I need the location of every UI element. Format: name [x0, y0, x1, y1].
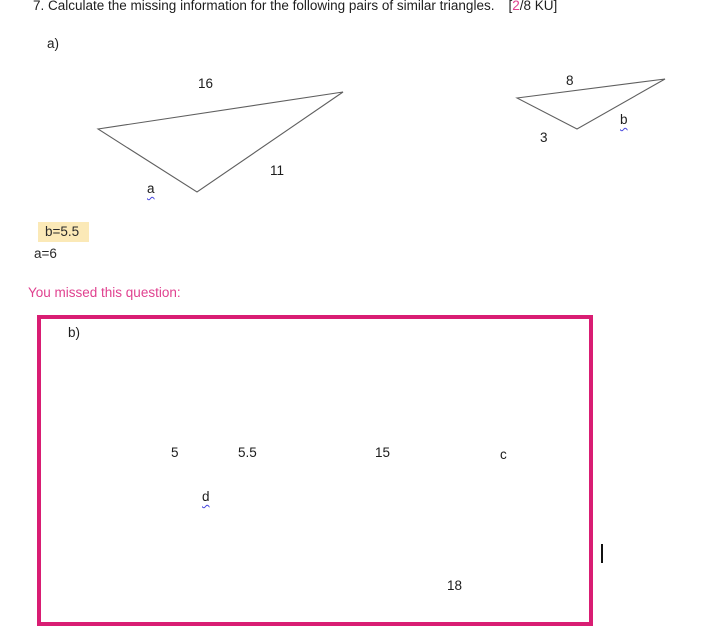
part-a-small-unknown-side-label: b: [620, 112, 628, 127]
score-remainder: /8 KU]: [519, 0, 558, 13]
part-a-large-side-top-label: 16: [198, 76, 214, 91]
score-bracket-open: [: [508, 0, 513, 13]
part-b-large-unknown-side-label: c: [500, 447, 507, 462]
score-badge: [508, 0, 557, 13]
part-a-label: a): [47, 36, 60, 51]
part-a-small-side-bottom-label: 3: [540, 130, 548, 145]
question-title-line: [33, 0, 557, 14]
part-a-large-side-right-label: 11: [270, 163, 285, 178]
answer-a[interactable]: a=6: [34, 246, 57, 261]
part-a-small-triangle: [517, 79, 665, 129]
part-b-large-side-left-label: 15: [375, 445, 391, 460]
missed-question-banner: You missed this question:: [28, 285, 181, 300]
score-earned: 2: [512, 0, 520, 13]
part-b-small-unknown-side-label: d: [202, 489, 210, 504]
answer-b-highlighted[interactable]: b=5.5: [38, 222, 89, 242]
part-a-large-unknown-side-label: a: [147, 181, 155, 196]
part-a-large-triangle: [98, 92, 343, 192]
part-b-label: b): [68, 325, 81, 340]
question-title: 7. Calculate the missing information for the following pairs of similar triangles.: [33, 0, 495, 13]
part-a-small-side-top-label: 8: [566, 73, 574, 88]
missed-question-box: [37, 315, 593, 626]
part-b-small-side-right-label: 5.5: [238, 445, 257, 460]
text-cursor: [601, 544, 603, 563]
part-b-large-side-bottom-label: 18: [447, 578, 463, 593]
part-b-small-side-left-label: 5: [171, 445, 179, 460]
